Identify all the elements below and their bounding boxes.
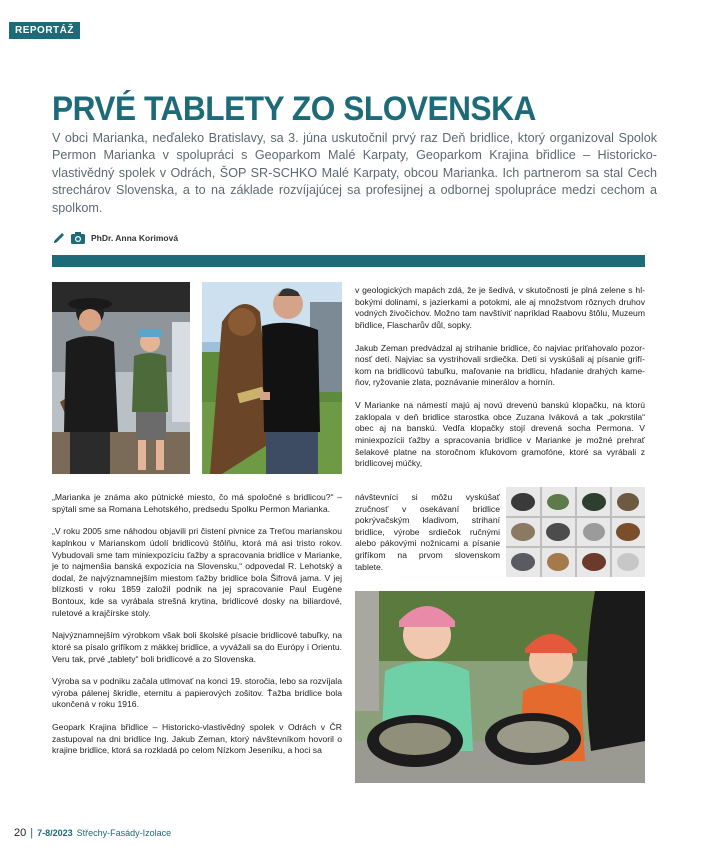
paragraph: Výroba sa v podniku začala utlmovať na konci 19. storočia, lebo sa rozvíjala výroba pálenej škridle, eternitu a papierových zošitov. Ťažba bridlice bola ukončená v roku 1916. (52, 676, 342, 710)
photo-children-panning (355, 591, 645, 783)
footer-separator: | (30, 827, 34, 839)
paragraph: „V roku 2005 sme náhodou objavili pri čistení pivnice za Treťou marianskou kaplnkou v Marianskom údolí bridlicovú štôlňu, ktorá má asi tristo rokov. Vybudovali sme tam miniexpozíciu ťažby a spracovania bridlice v Marianke, je to najmenšia banská expozícia na Slovensku,“ odpovedal R. Lehotský a dodal, že najvýznamnejším miestom ťažby bridlice bola Šifrová jama. V jej blízkosti v roku 1859 založil podnik na jej spracovanie Paul Eugène Bontoux, kde sa vyrábala strešná krytina, bridlicové dosky na biliardové, ruletové a krajčírske stoly. (52, 526, 342, 618)
paragraph: v geologických mapách zdá, že je šedivá, v skutočnosti je plná zelene s hlbokými dolinami, s jazierkami a potokmi, ale aj množstvom rôznych druhov vodných živočíchov. Možno tam navštíviť napríklad Raabovu štôlu, Muzeum břidlice, Flascharův důl, sopky. (355, 285, 645, 330)
right-column (355, 285, 645, 470)
byline (52, 230, 178, 246)
magazine-name: Střechy-Fasády-Izolace (76, 828, 172, 838)
article-lead: V obci Marianka, neďaleko Bratislavy, sa 3. júna uskutočnil prvý raz Deň bridlice, ktorý organizoval Spolok Permon Marianka v spolupráci s Geoparkom Malé Karpaty, Geoparkom Krajina břidlice – Historicko-vlastivědný spolek v Odrách, ŠOP SR-SCHKO Malé Karpaty, obcou Marianka. Ich partnerom sa stal Cech strechárov Slovenska, a to na základe rozvíjajúcej sa profesijnej a odbornej spolupráce medzi cechom a spolkom. (52, 131, 657, 215)
article-title: PRVÉ TABLETY ZO SLOVENSKA (52, 90, 536, 128)
divider-bar (52, 255, 645, 267)
paragraph: „Marianka je známa ako pútnické miesto, čo má spoločné s bridlicou?“ – spýtali sme sa Romana Lehotského, predsedu Spolku Permon Marianka. (52, 492, 342, 514)
photo-man-with-statue (202, 282, 342, 474)
author-name: PhDr. Anna Korimová (91, 233, 179, 243)
right-column-narrow (355, 492, 500, 584)
paragraph: Jakub Zeman predvádzal aj strihanie bridlice, čo najviac priťahovalo pozornosť detí. Najviac sa vystrihovali srdiečka. Deti si vyskúšali aj písanie grifíkom na bridlicovú tabuľku, maľovanie na bridlicu, hľadanie drahých kameňov, ryžovanie zlata, poznávanie minerálov a hornín. (355, 342, 645, 388)
photo-mineral-collection (506, 487, 645, 577)
paragraph: návštevníci si môžu vyskúšať zručnosť v osekávaní bridlice pokrývačským kladivom, strihaní bridlice, výrobe srdiečok ručnými alebo pákovými nožnicami a písanie grifíkom na prvom slovenskom tablete. (355, 492, 500, 572)
left-column (52, 492, 342, 768)
camera-icon (70, 231, 84, 245)
page-footer (14, 827, 171, 839)
section-tag: REPORTÁŽ (9, 22, 80, 39)
issue-number: 7-8/2023 (37, 828, 73, 838)
photo-man-with-boy (52, 282, 190, 474)
paragraph: Najvýznamnejším výrobkom však boli školské písacie bridlicové tabuľky, na ktoré sa písalo grifíkom z mäkkej bridlice, a vyvážali sa do Európy i Orientu. Veru tak, prvé „tablety“ boli bridlicové a zo Slovenska. (52, 630, 342, 664)
page-number: 20 (14, 827, 27, 839)
paragraph: V Marianke na námestí majú aj novú drevenú banskú klopačku, na ktorú zaklopala v deň bridlice starostka obce Zuzana Iváková a tak „pokrstila“ obec aj na banskú. Vedľa klopačky stojí drevená socha Permona. V miniexpozícii ťažby a spracovania bridlice v Marianke je možné prehrať šelakové platne na storočnom kľukovom gramofóne, ktoré sa vyrábali z bridlicovej múčky, (355, 400, 645, 469)
paragraph: Geopark Krajina břidlice – Historicko-vlastivědný spolek v Odrách v ČR zastupoval na dni bridlice Ing. Jakub Zeman, ktorý návštevníkom hovoril o krajine bridlice, ktorá sa rozkladá po celom Nízkom Jeseníku, a hoci sa (52, 722, 342, 756)
pencil-icon (52, 231, 66, 245)
